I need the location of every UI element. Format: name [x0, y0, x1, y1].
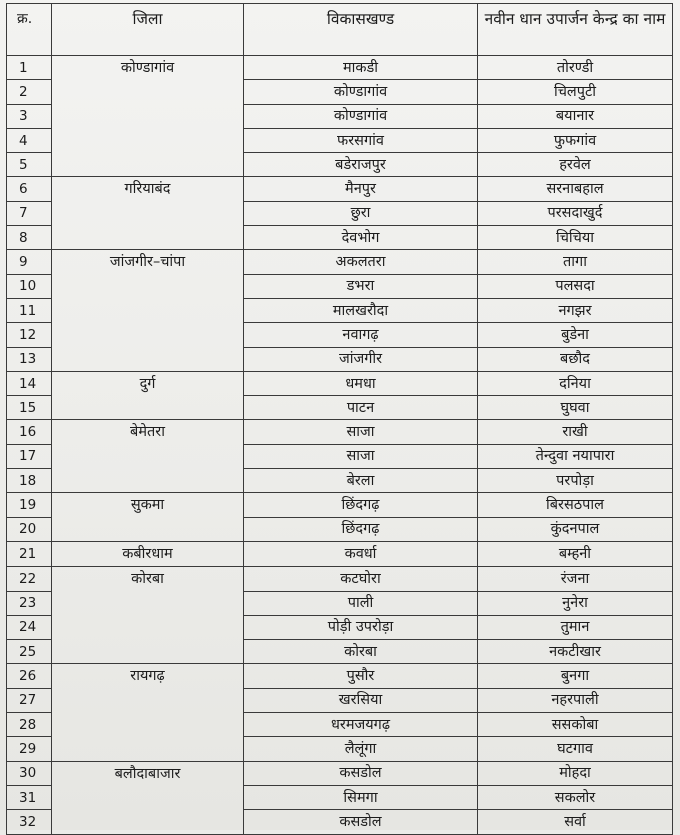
block-cell: माकडी — [244, 56, 478, 80]
centre-cell: बयानार — [478, 104, 673, 128]
block-cell: पाली — [244, 591, 478, 615]
table-body — [7, 56, 673, 835]
serial-cell: 17 — [7, 444, 52, 468]
centre-cell: चिचिया — [478, 226, 673, 250]
block-cell: कोण्डागांव — [244, 104, 478, 128]
serial-cell: 2 — [7, 80, 52, 104]
block-cell: देवभोग — [244, 226, 478, 250]
centre-cell: मोहदा — [478, 761, 673, 785]
block-cell: लैलूंगा — [244, 737, 478, 761]
block-cell: फरसगांव — [244, 128, 478, 152]
centre-cell: तागा — [478, 250, 673, 274]
serial-cell: 4 — [7, 128, 52, 152]
serial-cell: 15 — [7, 396, 52, 420]
serial-cell: 22 — [7, 567, 52, 591]
block-cell: कटघोरा — [244, 567, 478, 591]
block-cell: छिंदगढ़ — [244, 493, 478, 517]
paddy-procurement-centres-table — [6, 3, 673, 835]
centre-cell: तुमान — [478, 615, 673, 639]
table-row — [7, 56, 673, 80]
serial-cell: 26 — [7, 664, 52, 688]
block-cell: कोरबा — [244, 640, 478, 664]
block-cell: खरसिया — [244, 688, 478, 712]
block-cell: बडेराजपुर — [244, 153, 478, 177]
table-row — [7, 664, 673, 688]
centre-cell: पलसदा — [478, 274, 673, 298]
centre-cell: तोरण्डी — [478, 56, 673, 80]
serial-cell: 32 — [7, 810, 52, 834]
centre-cell: परसदाखुर्द — [478, 201, 673, 225]
block-cell: छुरा — [244, 201, 478, 225]
district-cell: बेमेतरा — [52, 420, 244, 493]
district-cell: कोरबा — [52, 567, 244, 664]
serial-cell: 10 — [7, 274, 52, 298]
serial-cell: 24 — [7, 615, 52, 639]
block-cell: साजा — [244, 444, 478, 468]
district-cell: बलौदाबाजार — [52, 761, 244, 834]
centre-cell: नकटीखार — [478, 640, 673, 664]
serial-cell: 16 — [7, 420, 52, 444]
serial-cell: 23 — [7, 591, 52, 615]
block-cell: जांजगीर — [244, 347, 478, 371]
serial-cell: 21 — [7, 541, 52, 566]
serial-cell: 18 — [7, 469, 52, 493]
table-row — [7, 761, 673, 785]
serial-cell: 1 — [7, 56, 52, 80]
block-cell: अकलतरा — [244, 250, 478, 274]
district-cell: कबीरधाम — [52, 541, 244, 566]
table-row — [7, 177, 673, 201]
centre-cell: बछौद — [478, 347, 673, 371]
centre-cell: राखी — [478, 420, 673, 444]
centre-cell: तेन्दुवा नयापारा — [478, 444, 673, 468]
header-centre: नवीन धान उपार्जन केन्द्र का नाम — [478, 4, 673, 56]
district-cell: सुकमा — [52, 493, 244, 542]
serial-cell: 19 — [7, 493, 52, 517]
block-cell: पोड़ी उपरोड़ा — [244, 615, 478, 639]
serial-cell: 31 — [7, 785, 52, 809]
centre-cell: रंजना — [478, 567, 673, 591]
table-row — [7, 420, 673, 444]
header-block: विकासखण्ड — [244, 4, 478, 56]
centre-cell: चिलपुटी — [478, 80, 673, 104]
centre-cell: फुफगांव — [478, 128, 673, 152]
block-cell: मालखरौदा — [244, 298, 478, 322]
header-district: जिला — [52, 4, 244, 56]
serial-cell: 30 — [7, 761, 52, 785]
centre-cell: हरवेल — [478, 153, 673, 177]
serial-cell: 29 — [7, 737, 52, 761]
centre-cell: नगझर — [478, 298, 673, 322]
centre-cell: सरनाबहाल — [478, 177, 673, 201]
serial-cell: 25 — [7, 640, 52, 664]
block-cell: डभरा — [244, 274, 478, 298]
table-row — [7, 567, 673, 591]
serial-cell: 11 — [7, 298, 52, 322]
serial-cell: 12 — [7, 323, 52, 347]
serial-cell: 9 — [7, 250, 52, 274]
district-cell: रायगढ़ — [52, 664, 244, 761]
serial-cell: 28 — [7, 713, 52, 737]
block-cell: धमधा — [244, 371, 478, 395]
centre-cell: नहरपाली — [478, 688, 673, 712]
centre-cell: दनिया — [478, 371, 673, 395]
block-cell: मैनपुर — [244, 177, 478, 201]
serial-cell: 7 — [7, 201, 52, 225]
serial-cell: 13 — [7, 347, 52, 371]
block-cell: कोण्डागांव — [244, 80, 478, 104]
block-cell: साजा — [244, 420, 478, 444]
centre-cell: बिरसठपाल — [478, 493, 673, 517]
centre-cell: बुनगा — [478, 664, 673, 688]
block-cell: पुसौर — [244, 664, 478, 688]
table-row — [7, 493, 673, 517]
table-row — [7, 250, 673, 274]
district-cell: गरियाबंद — [52, 177, 244, 250]
district-cell: दुर्ग — [52, 371, 244, 420]
centre-cell: कुंदनपाल — [478, 517, 673, 541]
centre-cell: नुनेरा — [478, 591, 673, 615]
table-header-row — [7, 4, 673, 56]
centre-cell: सकलोर — [478, 785, 673, 809]
serial-cell: 20 — [7, 517, 52, 541]
table-row — [7, 541, 673, 566]
header-serial: क्र. — [7, 4, 52, 56]
district-cell: जांजगीर–चांपा — [52, 250, 244, 371]
serial-cell: 27 — [7, 688, 52, 712]
block-cell: नवागढ़ — [244, 323, 478, 347]
block-cell: सिमगा — [244, 785, 478, 809]
district-cell: कोण्डागांव — [52, 56, 244, 177]
centre-cell: ससकोबा — [478, 713, 673, 737]
serial-cell: 6 — [7, 177, 52, 201]
block-cell: कवर्धा — [244, 541, 478, 566]
centre-cell: परपोड़ा — [478, 469, 673, 493]
centre-cell: घटगाव — [478, 737, 673, 761]
block-cell: बेरला — [244, 469, 478, 493]
serial-cell: 5 — [7, 153, 52, 177]
centre-cell: बुडेना — [478, 323, 673, 347]
centre-cell: सर्वा — [478, 810, 673, 834]
serial-cell: 8 — [7, 226, 52, 250]
serial-cell: 3 — [7, 104, 52, 128]
block-cell: पाटन — [244, 396, 478, 420]
centre-cell: बम्हनी — [478, 541, 673, 566]
block-cell: कसडोल — [244, 761, 478, 785]
block-cell: छिंदगढ़ — [244, 517, 478, 541]
serial-cell: 14 — [7, 371, 52, 395]
table-row — [7, 371, 673, 395]
block-cell: कसडोल — [244, 810, 478, 834]
block-cell: धरमजयगढ़ — [244, 713, 478, 737]
centre-cell: घुघवा — [478, 396, 673, 420]
